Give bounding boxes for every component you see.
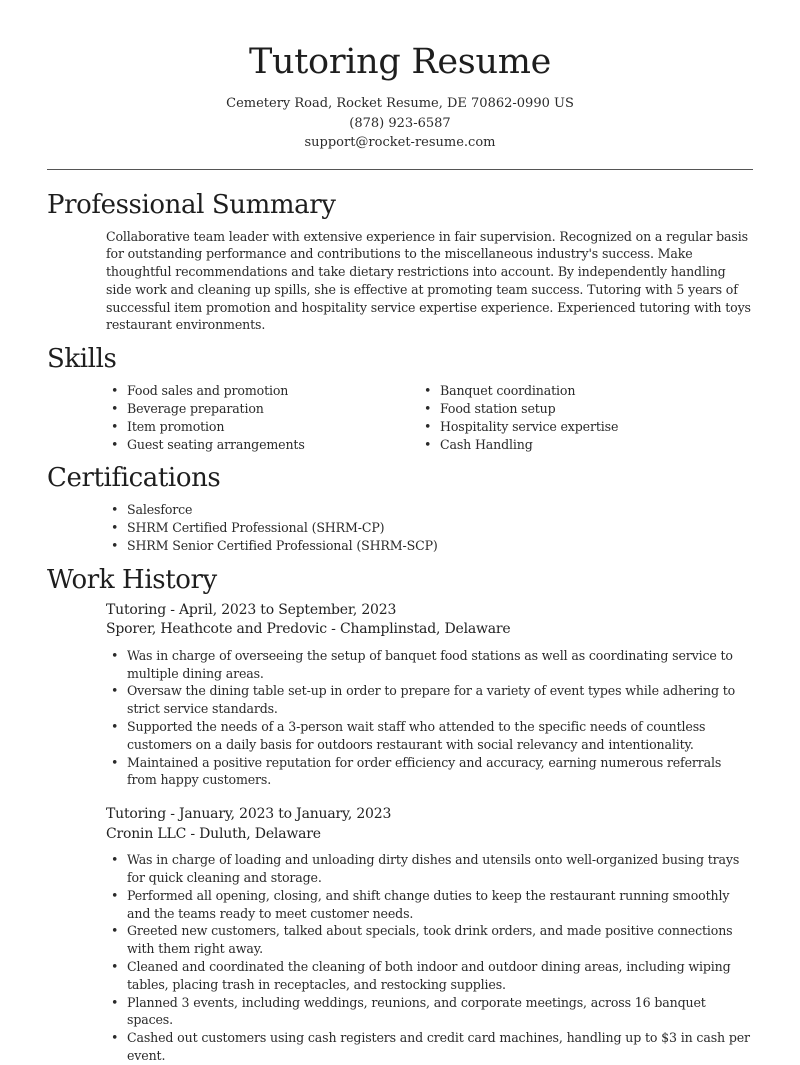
header-divider [47,169,753,170]
job-bullet: • Maintained a positive reputation for order efficiency and accuracy, earning numerous referrals from happy customers. [127,754,753,790]
job-company: Cronin LLC - Duluth, Delaware [106,825,321,842]
job-bullet: • Was in charge of loading and unloading dirty dishes and utensils onto well-organized busing trays for quick cleaning and storage. [127,851,753,887]
phone: (878) 923-6587 [349,115,451,131]
resume-title: Tutoring Resume [249,42,551,82]
skill-item: • Item promotion [127,418,440,436]
skills-list-right [440,382,753,453]
skills-section [47,342,753,453]
certifications-list [47,501,753,554]
skill-item: • Food station setup [440,400,753,418]
job-bullet: • Cashed out customers using cash registers and credit card machines, handling up to $3 in cash per event. [127,1029,753,1065]
skill-item: • Food sales and promotion [127,382,440,400]
skills-columns [47,382,753,453]
summary-text: Collaborative team leader with extensive experience in fair supervision. Recognized on a regular basis for outstanding performance and contributions to the miscellaneous industry's success. Make thoughtful recommendations and take dietary restrictions into account. By independently handling side work and cleaning up spills, she is effective at promoting team success. Tutoring with 5 years of successful item promotion and hospitality service expertise experience. Experienced tutoring with toys restaurant environments. [106,228,751,333]
job-bullet: • Planned 3 events, including weddings, reunions, and corporate meetings, across 16 banquet spaces. [127,994,753,1030]
job-bullets [47,647,753,789]
email: support@rocket-resume.com [304,135,496,150]
job-entry [47,805,753,1065]
contact-info [0,94,800,153]
job-bullet: • Was in charge of overseeing the setup of banquet food stations as well as coordinating service to multiple dining areas. [127,647,753,683]
skill-item: • Guest seating arrangements [127,436,440,454]
skill-item: • Banquet coordination [440,382,753,400]
resume-header [0,0,800,153]
skill-item: • Beverage preparation [127,400,440,418]
certification-item: • SHRM Senior Certified Professional (SHRM-SCP) [127,537,753,555]
certification-item: • Salesforce [127,501,753,519]
job-company: Sporer, Heathcote and Predovic - Champlinstad, Delaware [106,621,511,638]
section-title-certifications: Certifications [47,463,221,494]
section-title-work-history: Work History [47,564,217,595]
job-bullet: • Oversaw the dining table set-up in order to prepare for a variety of event types while adhering to strict service standards. [127,682,753,718]
job-title: Tutoring - April, 2023 to September, 2023 [106,601,397,618]
job-bullets [47,851,753,1065]
work-history-section [47,563,753,1065]
job-bullet: • Performed all opening, closing, and shift change duties to keep the restaurant running smoothly and the teams ready to meet customer needs. [127,887,753,923]
section-title-skills: Skills [47,344,117,375]
job-bullet: • Greeted new customers, talked about specials, took drink orders, and made positive connections with them right away. [127,922,753,958]
job-title: Tutoring - January, 2023 to January, 2023 [106,806,392,823]
job-bullet: • Cleaned and coordinated the cleaning of both indoor and outdoor dining areas, including wiping tables, placing trash in receptacles, and restocking supplies. [127,958,753,994]
address: Cemetery Road, Rocket Resume, DE 70862-0990 US [226,96,574,111]
section-title-summary: Professional Summary [47,189,336,220]
skills-list-left [127,382,440,453]
job-entry [47,601,753,789]
certifications-section [47,461,753,554]
job-bullet: • Supported the needs of a 3-person wait staff who attended to the specific needs of countless customers on a daily basis for outdoors restaurant with social relevancy and intentionality. [127,718,753,754]
summary-section [47,188,753,335]
certification-item: • SHRM Certified Professional (SHRM-CP) [127,519,753,537]
skill-item: • Hospitality service expertise [440,418,753,436]
skill-item: • Cash Handling [440,436,753,454]
